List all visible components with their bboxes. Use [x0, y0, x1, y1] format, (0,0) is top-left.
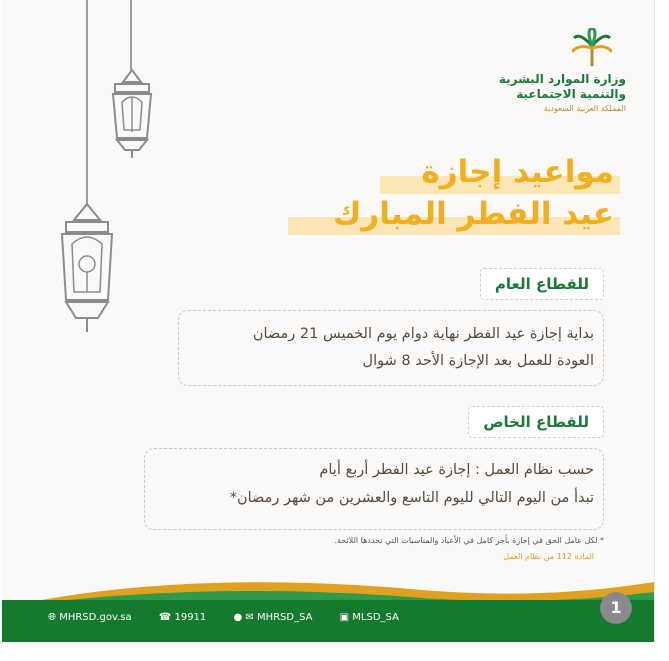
lantern-large-icon	[52, 202, 122, 334]
social-text: MHRSD_SA	[256, 612, 313, 623]
public-sector-line-1: بداية إجازة عيد الفطر نهاية دوام يوم الخميس 21 رمضان	[252, 326, 594, 342]
private-sector-heading: للقطاع الخاص	[468, 406, 604, 438]
palm-tree-icon	[572, 28, 612, 68]
public-sector-heading: للقطاع العام	[480, 268, 604, 300]
title-line-1: مواعيد إجازة	[421, 154, 614, 190]
title-line-2: عيد الفطر المبارك	[333, 196, 614, 232]
instagram-text: MLSD_SA	[352, 612, 399, 623]
logo-line-2: والتنمية الاجتماعية	[516, 87, 626, 101]
public-sector-box	[178, 310, 604, 386]
image-counter-badge[interactable]: 1	[600, 592, 632, 624]
social-link[interactable]: ● ✉ MHRSD_SA	[233, 612, 313, 623]
private-sector-line-2: تبدأ من اليوم التالي لليوم التاسع والعشرين من شهر رمضان*	[229, 490, 594, 506]
logo-line-1: وزارة الموارد البشرية	[498, 72, 626, 86]
footnote-text: * لكل عامل الحق في إجازة بأجر كامل في الأعياد والمناسبات التي تحددها اللائحة.	[334, 536, 604, 545]
phone-link[interactable]: ☎ 19911	[158, 612, 207, 623]
public-sector-line-2: العودة للعمل بعد الإجازة الأحد 8 شوال	[362, 353, 594, 369]
website-link[interactable]: 🌐︎ MHRSD.gov.sa	[48, 612, 132, 623]
lantern-string-1	[130, 0, 132, 72]
private-sector-box	[144, 448, 604, 530]
lantern-small-icon	[105, 68, 159, 160]
logo-line-3: المملكة العربية السعودية	[543, 104, 626, 113]
phone-text: 19911	[174, 612, 207, 623]
private-sector-line-1: حسب نظام العمل : إجازة عيد الفطر أربع أيام	[319, 462, 594, 478]
lantern-string-2	[86, 0, 88, 206]
announcement-card	[2, 0, 655, 642]
instagram-link[interactable]: ▣ MLSD_SA	[339, 612, 399, 623]
footnote-reference: المادة 112 من نظام العمل	[503, 552, 594, 561]
ministry-logo	[476, 28, 626, 118]
footer-contacts	[48, 612, 423, 623]
website-text: MHRSD.gov.sa	[59, 612, 132, 623]
